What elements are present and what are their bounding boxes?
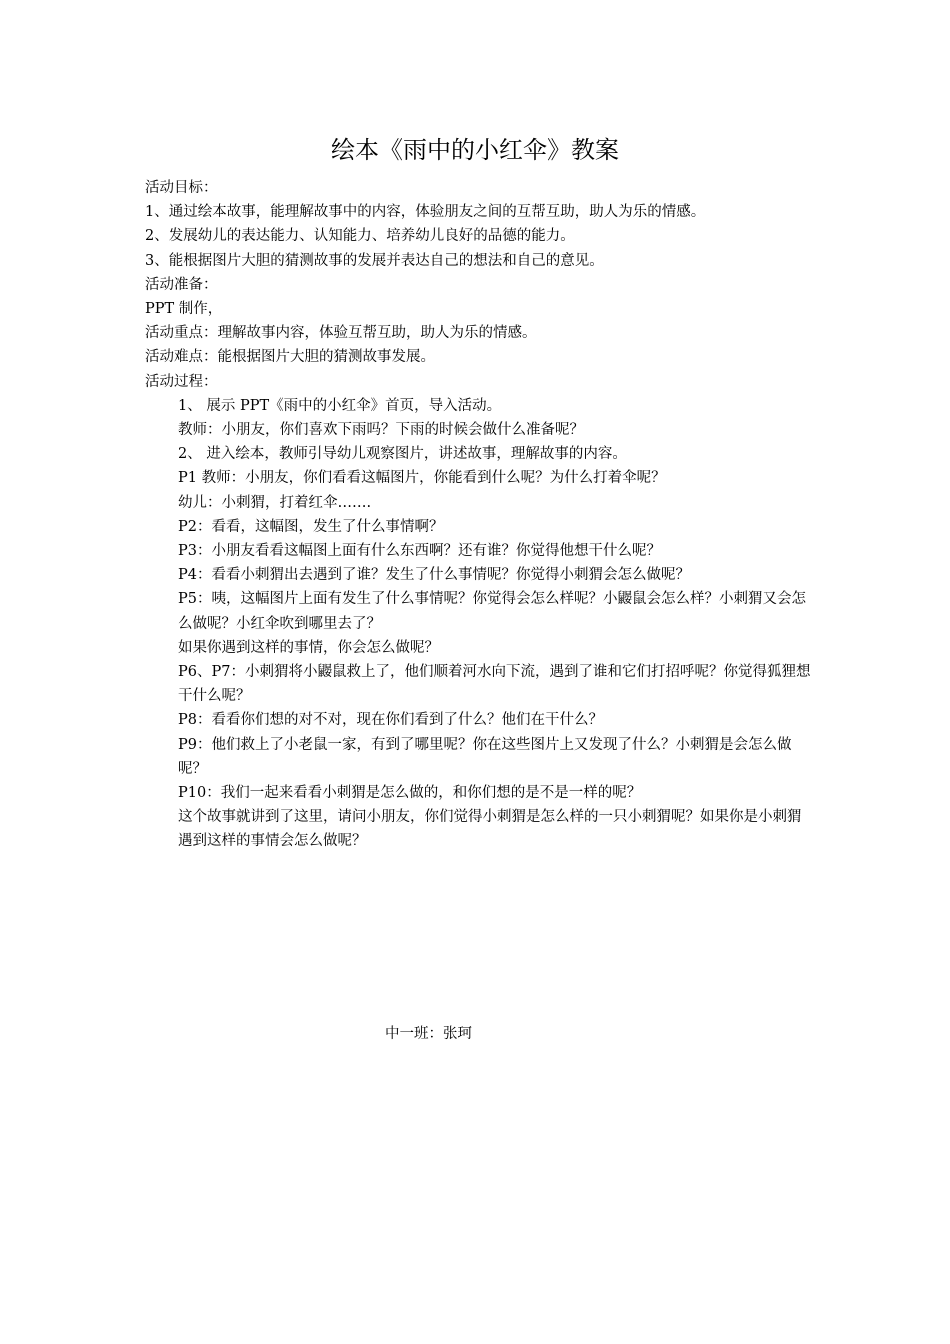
process-p2: P2：看看，这幅图，发生了什么事情啊？ [178, 518, 444, 535]
key-point: 活动重点：理解故事内容，体验互帮互助，助人为乐的情感。 [145, 325, 537, 342]
process-p8: P8：看看你们想的对不对，现在你们看到了什么？他们在干什么？ [178, 712, 603, 729]
goal-item-2: 2、发展幼儿的表达能力、认知能力、培养幼儿良好的品德的能力。 [145, 228, 575, 245]
goals-heading: 活动目标： [145, 180, 218, 196]
process-teacher-line: 教师：小朋友，你们喜欢下雨吗？下雨的时候会做什么准备呢？ [178, 422, 584, 439]
process-p6-p7: P6、P7：小刺猬将小鼹鼠救上了，他们顺着河水向下流，遇到了谁和它们打招呼呢？你觉得狐狸想干什么呢？ [178, 664, 811, 705]
document-body [145, 176, 815, 854]
goal-item-3: 3、能根据图片大胆的猜测故事的发展并表达自己的想法和自己的意见。 [145, 252, 604, 269]
document-title: 绘本《雨中的小红伞》教案 [331, 136, 619, 164]
prep-heading: 活动准备： [145, 276, 218, 293]
prep-text: PPT 制作， [145, 301, 223, 318]
process-p4: P4：看看小刺猬出去遇到了谁？发生了什么事情呢？你觉得小刺猬会怎么做呢？ [178, 567, 690, 584]
process-p3: P3：小朋友看看这幅图上面有什么东西啊？还有谁？你觉得他想干什么呢？ [178, 543, 661, 560]
process-child-line: 幼儿：小刺猬，打着红伞……. [178, 494, 372, 511]
process-step-1: 1、 展示 PPT《雨中的小红伞》首页，导入活动。 [178, 397, 502, 414]
process-closing: 这个故事就讲到了这里，请问小朋友，你们觉得小刺猬是怎么样的一只小刺猬呢？如果你是小刺猬遇到这样的事情会怎么做呢？ [178, 809, 802, 850]
process-p1: P1 教师：小朋友，你们看看这幅图片，你能看到什么呢？为什么打着伞呢？ [178, 470, 666, 487]
difficulty: 活动难点：能根据图片大胆的猜测故事发展。 [145, 349, 435, 366]
process-p9: P9：他们救上了小老鼠一家，有到了哪里呢？你在这些图片上又发现了什么？小刺猬是会怎么做呢？ [178, 736, 792, 777]
process-heading: 活动过程： [145, 373, 218, 390]
process-step-2: 2、 进入绘本，教师引导幼儿观察图片，讲述故事，理解故事的内容。 [178, 446, 627, 463]
signature: 中一班：张珂 [385, 1026, 472, 1042]
process-p5: P5：咦，这幅图片上面有发生了什么事情呢？你觉得会怎么样呢？小鼹鼠会怎么样？小刺猬又会怎么做呢？小红伞吹到哪里去了？ [178, 591, 806, 632]
process-p10: P10：我们一起来看看小刺猬是怎么做的，和你们想的是不是一样的呢？ [178, 785, 642, 802]
process-if-line: 如果你遇到这样的事情，你会怎么做呢？ [178, 639, 439, 656]
goal-item-1: 1、通过绘本故事，能理解故事中的内容，体验朋友之间的互帮互助，助人为乐的情感。 [145, 204, 706, 221]
